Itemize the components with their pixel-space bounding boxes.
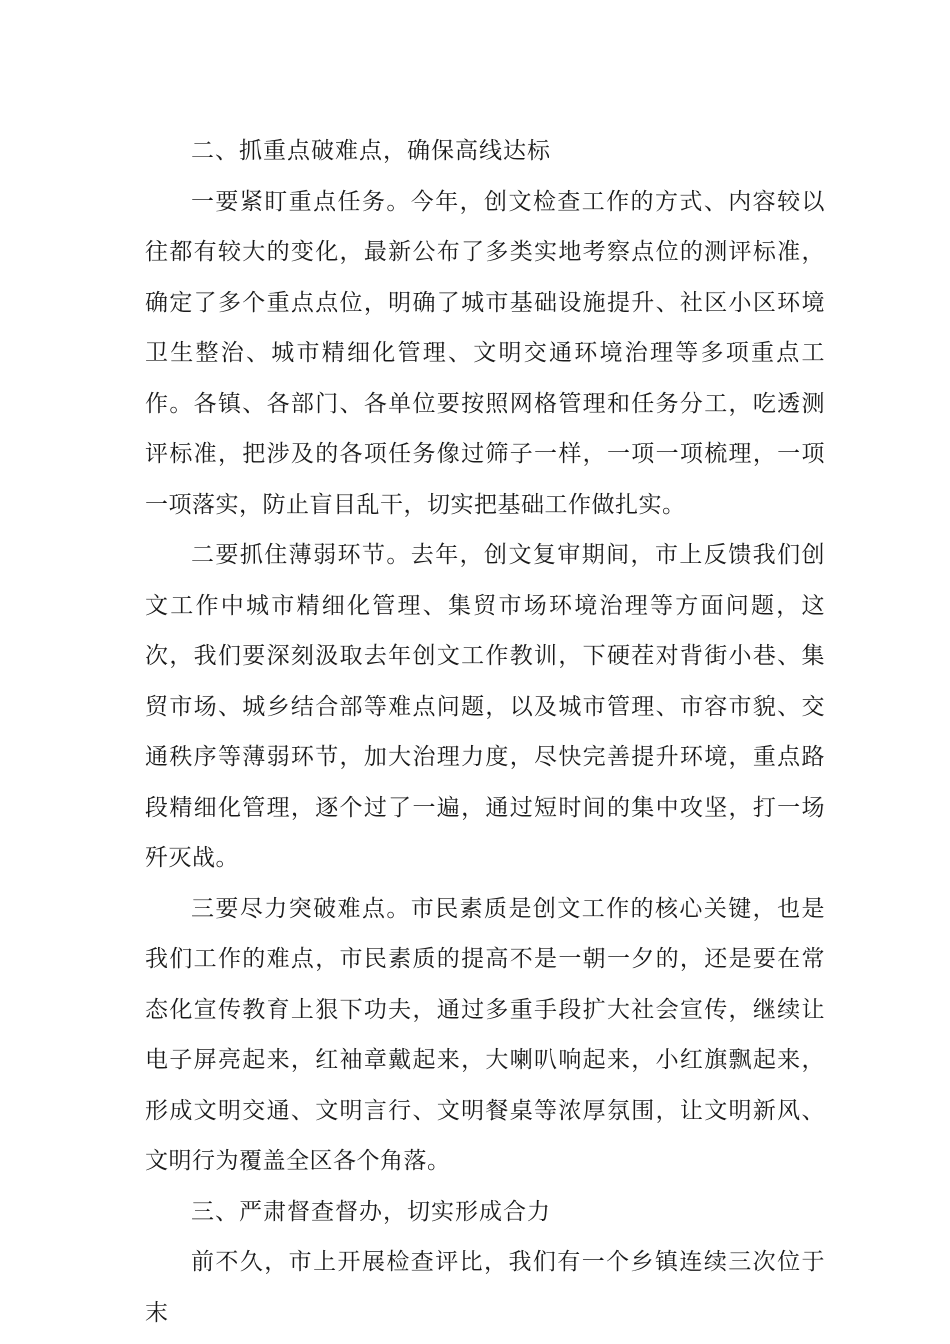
document-body	[145, 126, 825, 1338]
paragraph-break-difficulties: 三要尽力突破难点。市民素质是创文工作的核心关键，也是我们工作的难点，市民素质的提高不是一朝一夕的，还是要在常态化宣传教育上狠下功夫，通过多重手段扩大社会宣传，继续让电子屏亮起来，红袖章戴起来，大喇叭响起来，小红旗飘起来，形成文明交通、文明言行、文明餐桌等浓厚氛围，让文明新风、文明行为覆盖全区各个角落。	[145, 895, 825, 1174]
paragraph-inspection: 前不久，市上开展检查评比，我们有一个乡镇连续三次位于末	[145, 1249, 825, 1326]
section-heading-3: 三、严肃督查督办，切实形成合力	[191, 1198, 551, 1225]
paragraph-key-tasks: 一要紧盯重点任务。今年，创文检查工作的方式、内容较以往都有较大的变化，最新公布了多类实地考察点位的测评标准，确定了多个重点点位，明确了城市基础设施提升、社区小区环境卫生整治、城市精细化管理、文明交通环境治理等多项重点工作。各镇、各部门、各单位要按照网格管理和任务分工，吃透测评标准，把涉及的各项任务像过筛子一样，一项一项梳理，一项一项落实，防止盲目乱干，切实把基础工作做扎实。	[145, 188, 825, 518]
paragraph-weak-links: 二要抓住薄弱环节。去年，创文复审期间，市上反馈我们创文工作中城市精细化管理、集贸市场环境治理等方面问题，这次，我们要深刻汲取去年创文工作教训，下硬茬对背街小巷、集贸市场、城乡结合部等难点问题，以及城市管理、市容市貌、交通秩序等薄弱环节，加大治理力度，尽快完善提升环境，重点路段精细化管理，逐个过了一遍，通过短时间的集中攻坚，打一场歼灭战。	[145, 542, 825, 871]
section-heading-2: 二、抓重点破难点，确保高线达标	[191, 138, 551, 164]
